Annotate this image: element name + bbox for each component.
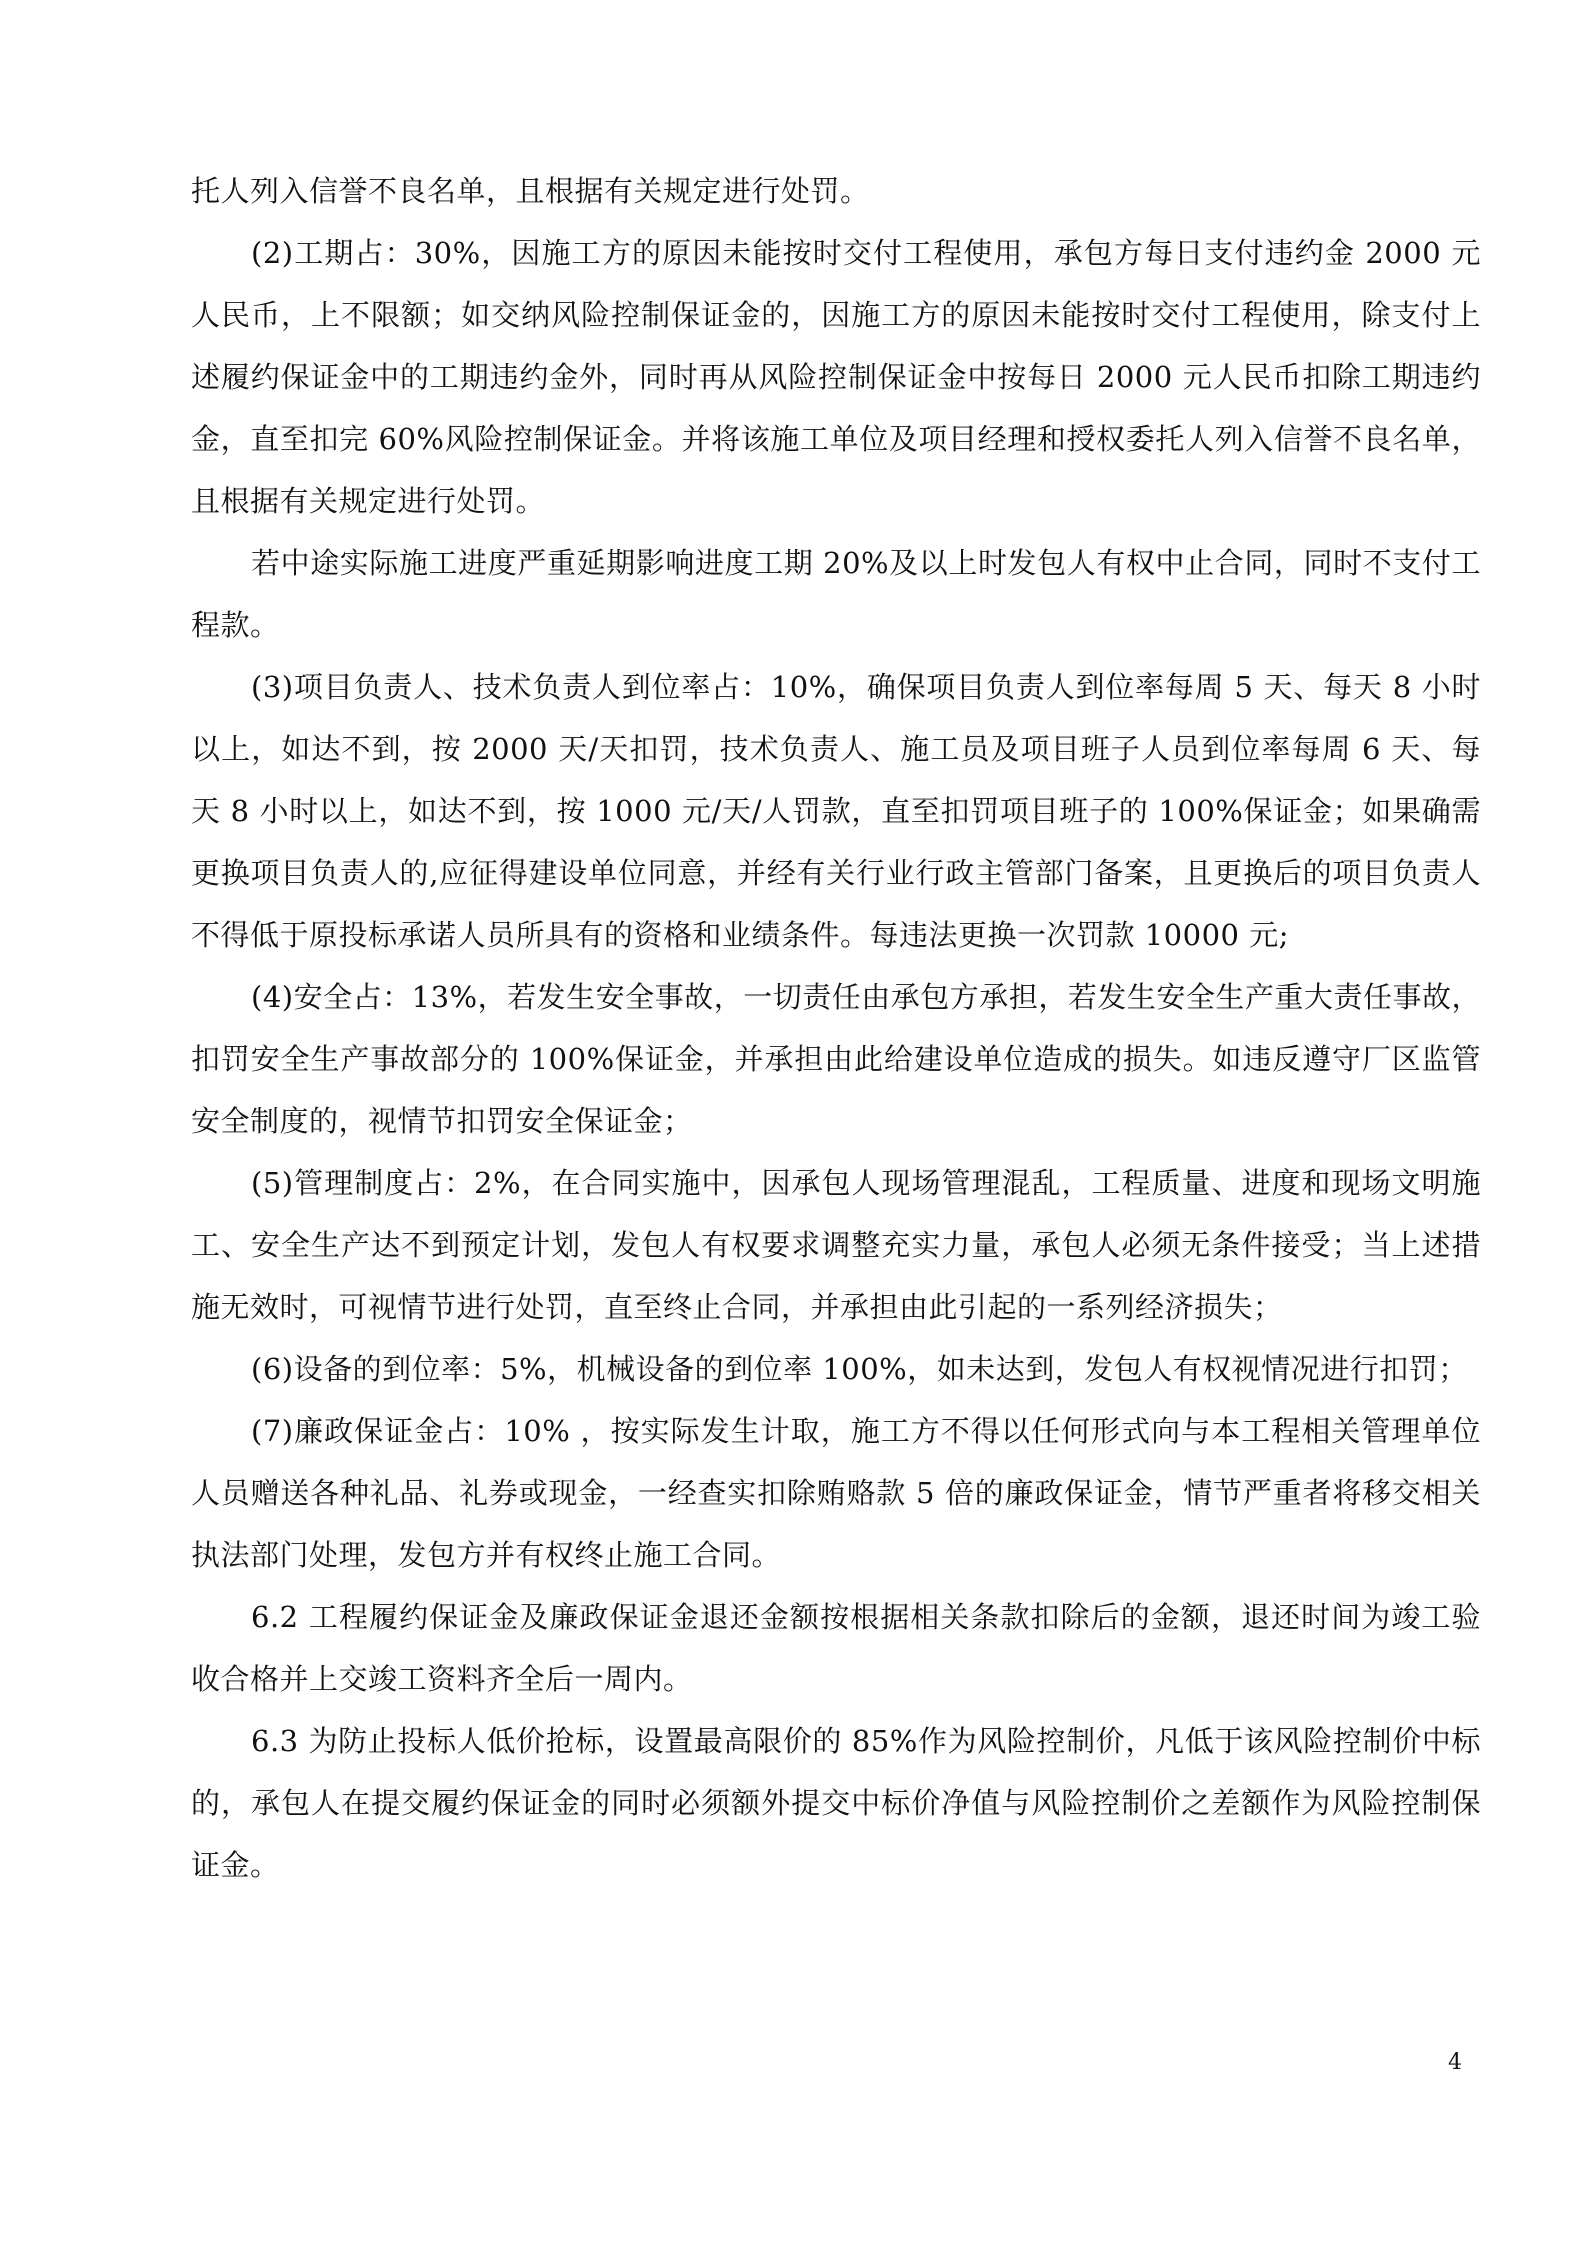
paragraph-personnel-clause: (3)项目负责人、技术负责人到位率占：10%，确保项目负责人到位率每周 5 天、每天 8 小时以上，如达不到，按 2000 天/天扣罚，技术负责人、施工员及项目班子人员到位率每周 6 天、每天 8 小时以上，如达不到，按 1000 元/天/人罚款，直至扣罚项目班子的 100%保证金；如果确需更换项目负责人的,应征得建设单位同意，并经有关行业行政主管部门备案，且更换后的项目负责人不得低于原投标承诺人员所具有的资格和业绩条件。每违法更换一次罚款 10000 元; <box>191 670 1481 952</box>
paragraph-equipment-clause: (6)设备的到位率：5%，机械设备的到位率 100%，如未达到，发包人有权视情况进行扣罚； <box>251 1352 1468 1386</box>
paragraph-schedule-clause: (2)工期占：30%，因施工方的原因未能按时交付工程使用，承包方每日支付违约金 2000 元人民币，上不限额；如交纳风险控制保证金的，因施工方的原因未能按时交付工程使用，除支付上述履约保证金中的工期违约金外，同时再从风险控制保证金中按每日 2000 元人民币扣除工期违约金，直至扣完 60%风险控制保证金。并将该施工单位及项目经理和授权委托人列入信誉不良名单，且根据有关规定进行处罚。 <box>191 236 1481 518</box>
paragraph-section-6-2: 6.2 工程履约保证金及廉政保证金退还金额按根据相关条款扣除后的金额，退还时间为竣工验收合格并上交竣工资料齐全后一周内。 <box>191 1600 1481 1696</box>
document-body <box>191 160 1481 1896</box>
paragraph-section-6-3: 6.3 为防止投标人低价抢标，设置最高限价的 85%作为风险控制价，凡低于该风险控制价中标的，承包人在提交履约保证金的同时必须额外提交中标价净值与风险控制价之差额作为风险控制保证金。 <box>191 1724 1481 1882</box>
paragraph-integrity-clause: (7)廉政保证金占：10% ，按实际发生计取，施工方不得以任何形式向与本工程相关管理单位人员赠送各种礼品、礼券或现金，一经查实扣除贿赂款 5 倍的廉政保证金，情节严重者将移交相关执法部门处理，发包方并有权终止施工合同。 <box>191 1414 1481 1572</box>
paragraph-safety-clause: (4)安全占：13%，若发生安全事故，一切责任由承包方承担，若发生安全生产重大责任事故，扣罚安全生产事故部分的 100%保证金，并承担由此给建设单位造成的损失。如违反遵守厂区监管安全制度的，视情节扣罚安全保证金； <box>191 980 1481 1138</box>
paragraph-delay-clause: 若中途实际施工进度严重延期影响进度工期 20%及以上时发包人有权中止合同，同时不支付工程款。 <box>191 546 1481 642</box>
paragraph-continuation: 托人列入信誉不良名单，且根据有关规定进行处罚。 <box>191 174 870 208</box>
page-number: 4 <box>1448 2050 1462 2075</box>
paragraph-management-clause: (5)管理制度占：2%，在合同实施中，因承包人现场管理混乱，工程质量、进度和现场文明施工、安全生产达不到预定计划，发包人有权要求调整充实力量，承包人必须无条件接受；当上述措施无效时，可视情节进行处罚，直至终止合同，并承担由此引起的一系列经济损失； <box>191 1166 1481 1324</box>
